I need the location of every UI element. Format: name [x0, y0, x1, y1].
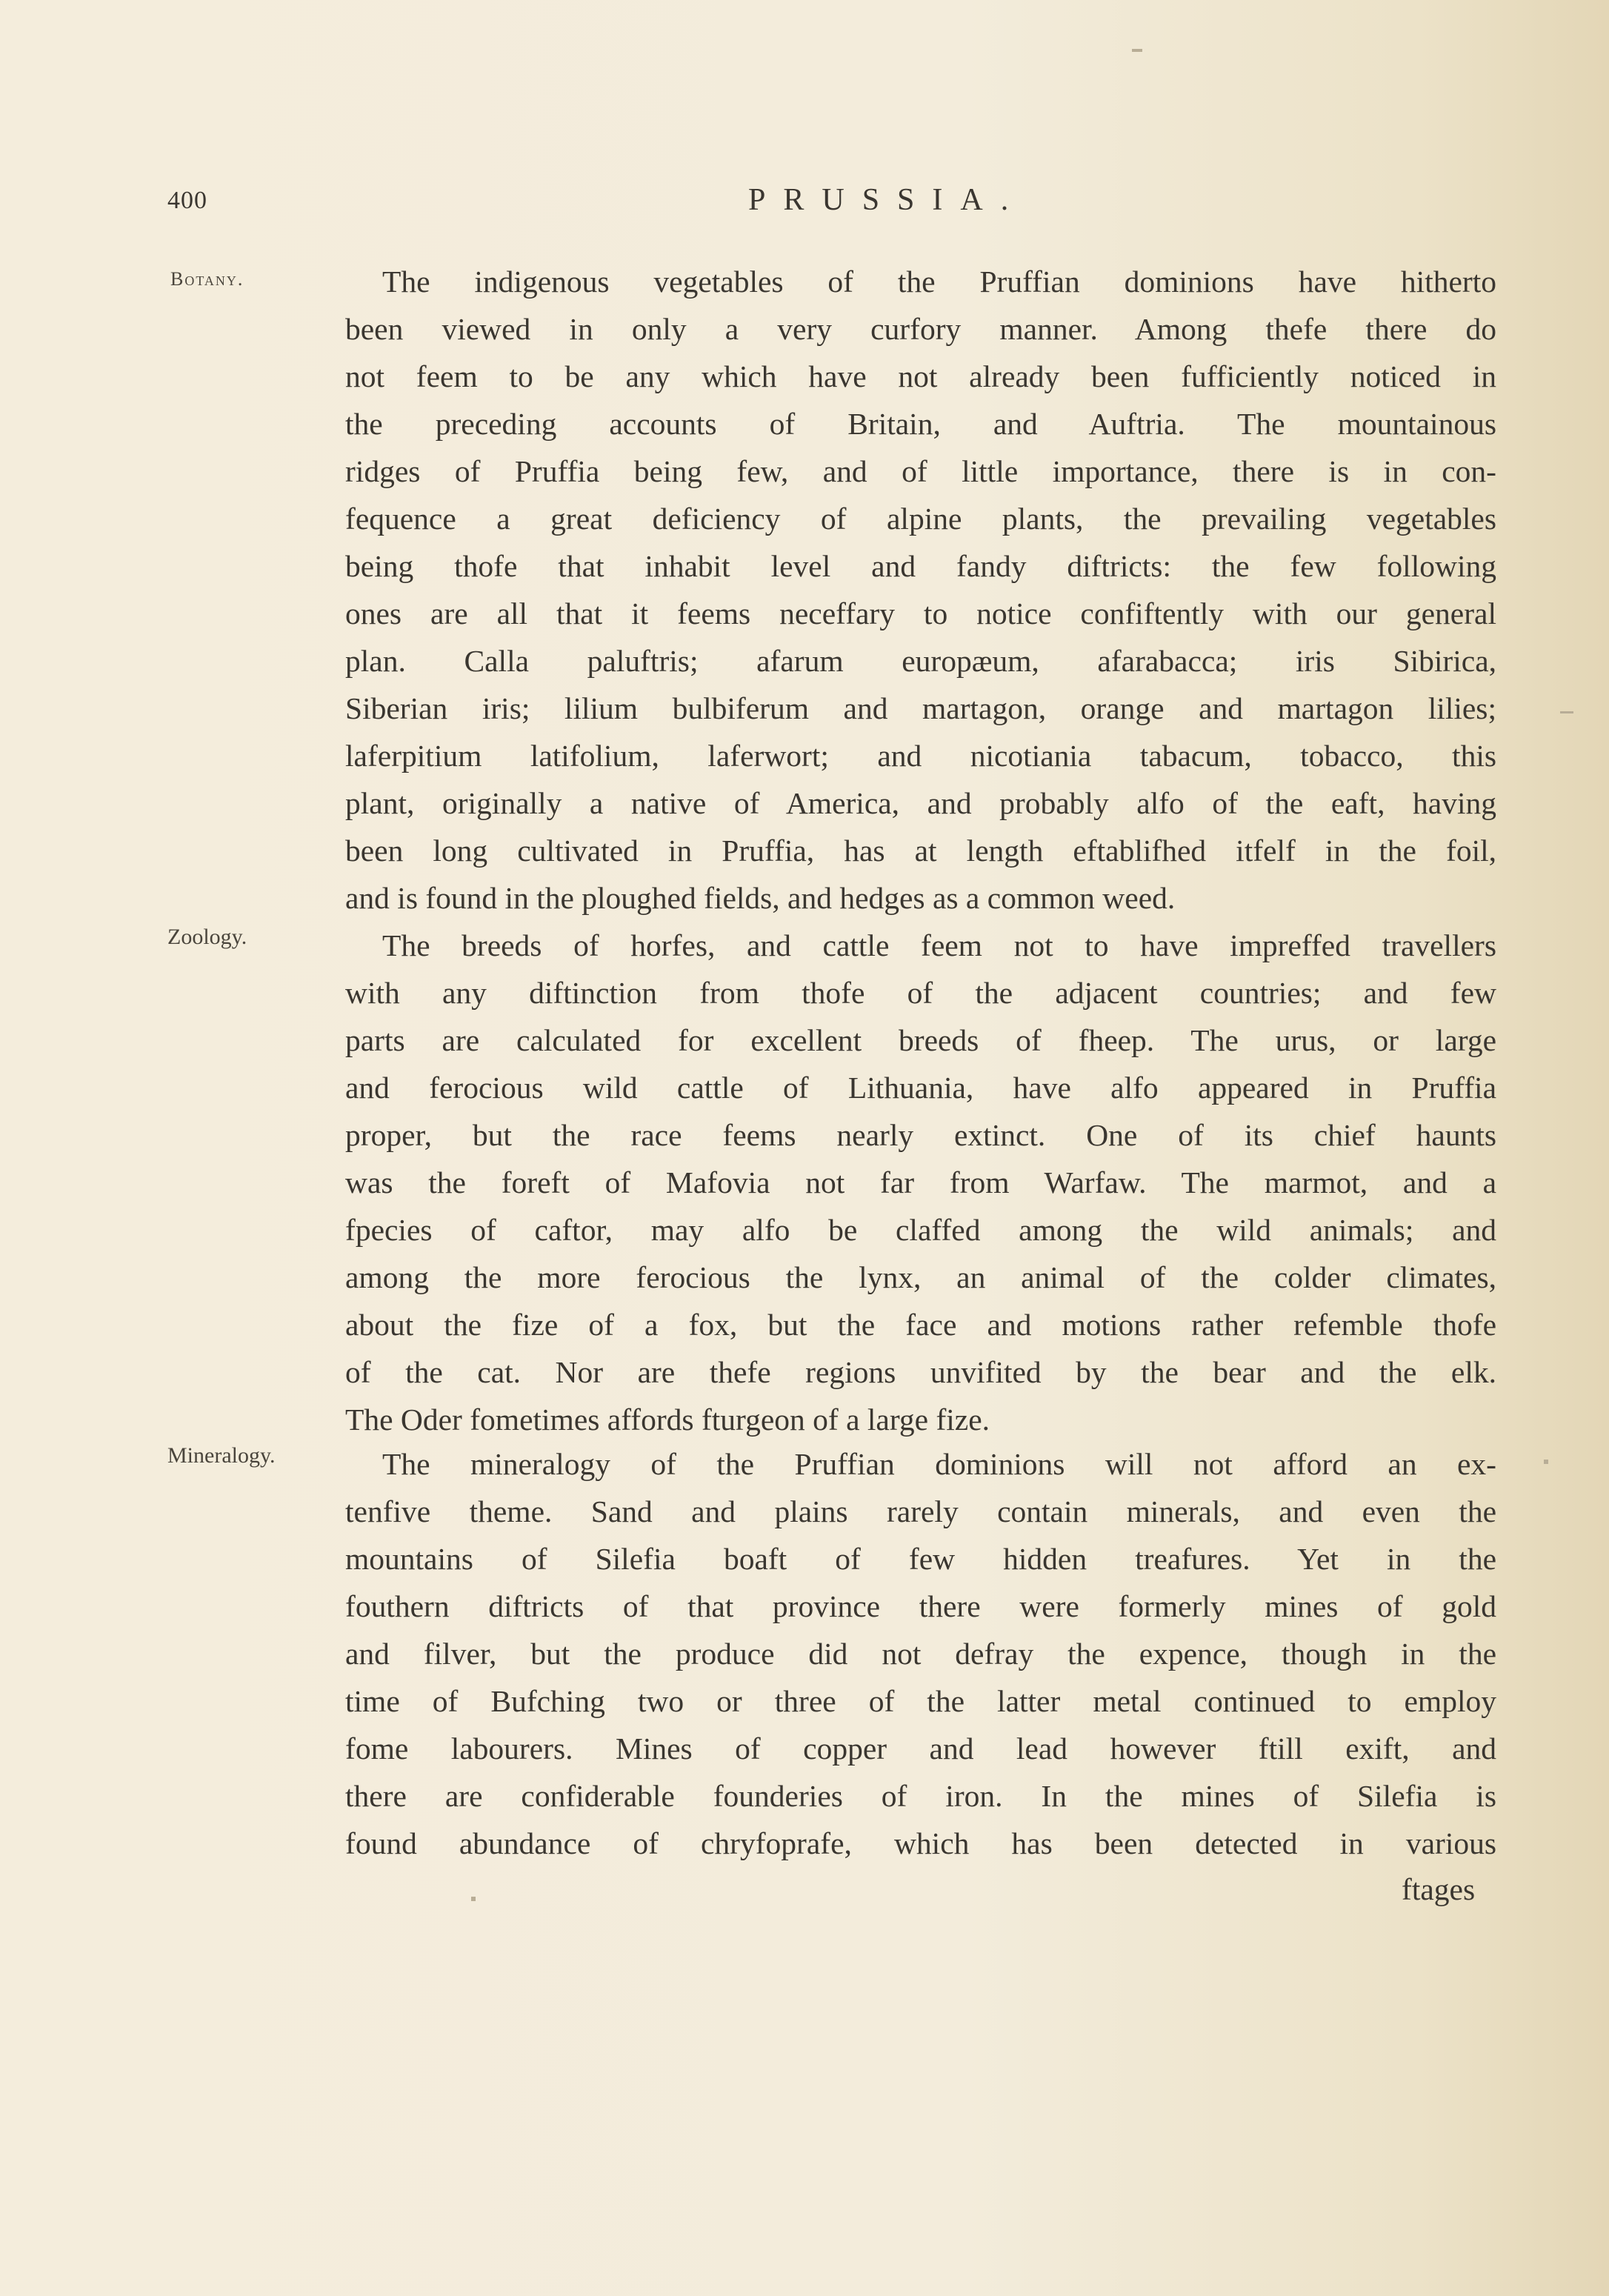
text-line: time of Bufching two or three of the latter metal continued to employ — [345, 1684, 1496, 1718]
text-line: fpecies of caftor, may alfo be claffed among the wild animals; and — [345, 1213, 1496, 1247]
text-line: fequence a great deficiency of alpine plants, the prevailing vegetables — [345, 502, 1496, 536]
text-line: was the foreft of Mafovia not far from Warfaw. The marmot, and a — [345, 1165, 1496, 1199]
text-line: The indigenous vegetables of the Pruffian dominions have hitherto — [382, 264, 1496, 299]
paper-speck — [1560, 711, 1573, 713]
text-line: and is found in the ploughed fields, and hedges as a common weed. — [345, 881, 1176, 915]
text-line: The Oder fometimes affords fturgeon of a large fize. — [345, 1402, 990, 1437]
text-line: The mineralogy of the Pruffian dominions will not afford an ex- — [382, 1447, 1496, 1481]
text-line: plan. Calla paluftris; afarum europæum, afarabacca; iris Sibirica, — [345, 644, 1496, 678]
text-line: laferpitium latifolium, laferwort; and nicotiania tabacum, tobacco, this — [345, 739, 1496, 773]
text-line: and ferocious wild cattle of Lithuania, have alfo appeared in Pruffia — [345, 1071, 1496, 1105]
text-line: fouthern diftricts of that province there were formerly mines of gold — [345, 1589, 1496, 1623]
margin-note-mineralogy: Mineralogy. — [167, 1443, 276, 1468]
text-line: with any diftinction from thofe of the adjacent countries; and few — [345, 976, 1496, 1010]
text-line: and filver, but the produce did not defray the expence, though in the — [345, 1637, 1496, 1671]
running-head: PRUSSIA. — [748, 183, 1027, 217]
margin-note-botany: Botany. — [170, 268, 244, 290]
text-line: ones are all that it feems neceffary to notice confiftently with our general — [345, 596, 1496, 630]
text-line: parts are calculated for excellent breeds of fheep. The urus, or large — [345, 1023, 1496, 1057]
paragraph-zoology — [345, 922, 1496, 1443]
text-line: the preceding accounts of Britain, and Auftria. The mountainous — [345, 407, 1496, 441]
paper-speck — [1132, 49, 1142, 52]
text-line: found abundance of chryfoprafe, which has been detected in various — [345, 1826, 1496, 1860]
text-line: mountains of Silefia boaft of few hidden treafures. Yet in the — [345, 1542, 1496, 1576]
text-line: being thofe that inhabit level and fandy diftricts: the few following — [345, 549, 1496, 583]
text-line: been viewed in only a very curfory manner. Among thefe there do — [345, 312, 1496, 346]
paper-speck — [1544, 1460, 1548, 1464]
catchword: ftages — [1402, 1872, 1476, 1906]
page-number: 400 — [167, 187, 207, 214]
paragraph-botany — [345, 258, 1496, 922]
text-line: there are confiderable founderies of iron. In the mines of Silefia is — [345, 1779, 1496, 1813]
text-line: plant, originally a native of America, and probably alfo of the eaft, having — [345, 786, 1496, 820]
text-line: proper, but the race feems nearly extinct. One of its chief haunts — [345, 1118, 1496, 1152]
paper-speck — [471, 1897, 476, 1901]
text-line: among the more ferocious the lynx, an animal of the colder climates, — [345, 1260, 1496, 1294]
text-line: tenfive theme. Sand and plains rarely contain minerals, and even the — [345, 1494, 1496, 1528]
text-line: The breeds of horfes, and cattle feem not to have impreffed travellers — [382, 928, 1496, 962]
margin-note-zoology: Zoology. — [167, 925, 247, 949]
paragraph-mineralogy — [345, 1440, 1496, 1867]
text-line: Siberian iris; lilium bulbiferum and martagon, orange and martagon lilies; — [345, 691, 1496, 725]
text-line: ridges of Pruffia being few, and of little importance, there is in con- — [345, 454, 1496, 488]
text-line: about the fize of a fox, but the face and motions rather refemble thofe — [345, 1308, 1496, 1342]
text-line: fome labourers. Mines of copper and lead however ftill exift, and — [345, 1731, 1496, 1766]
text-line: been long cultivated in Pruffia, has at length eftablifhed itfelf in the foil, — [345, 833, 1496, 868]
text-line: not feem to be any which have not already been fufficiently noticed in — [345, 359, 1496, 393]
text-line: of the cat. Nor are thefe regions unvifited by the bear and the elk. — [345, 1355, 1496, 1389]
